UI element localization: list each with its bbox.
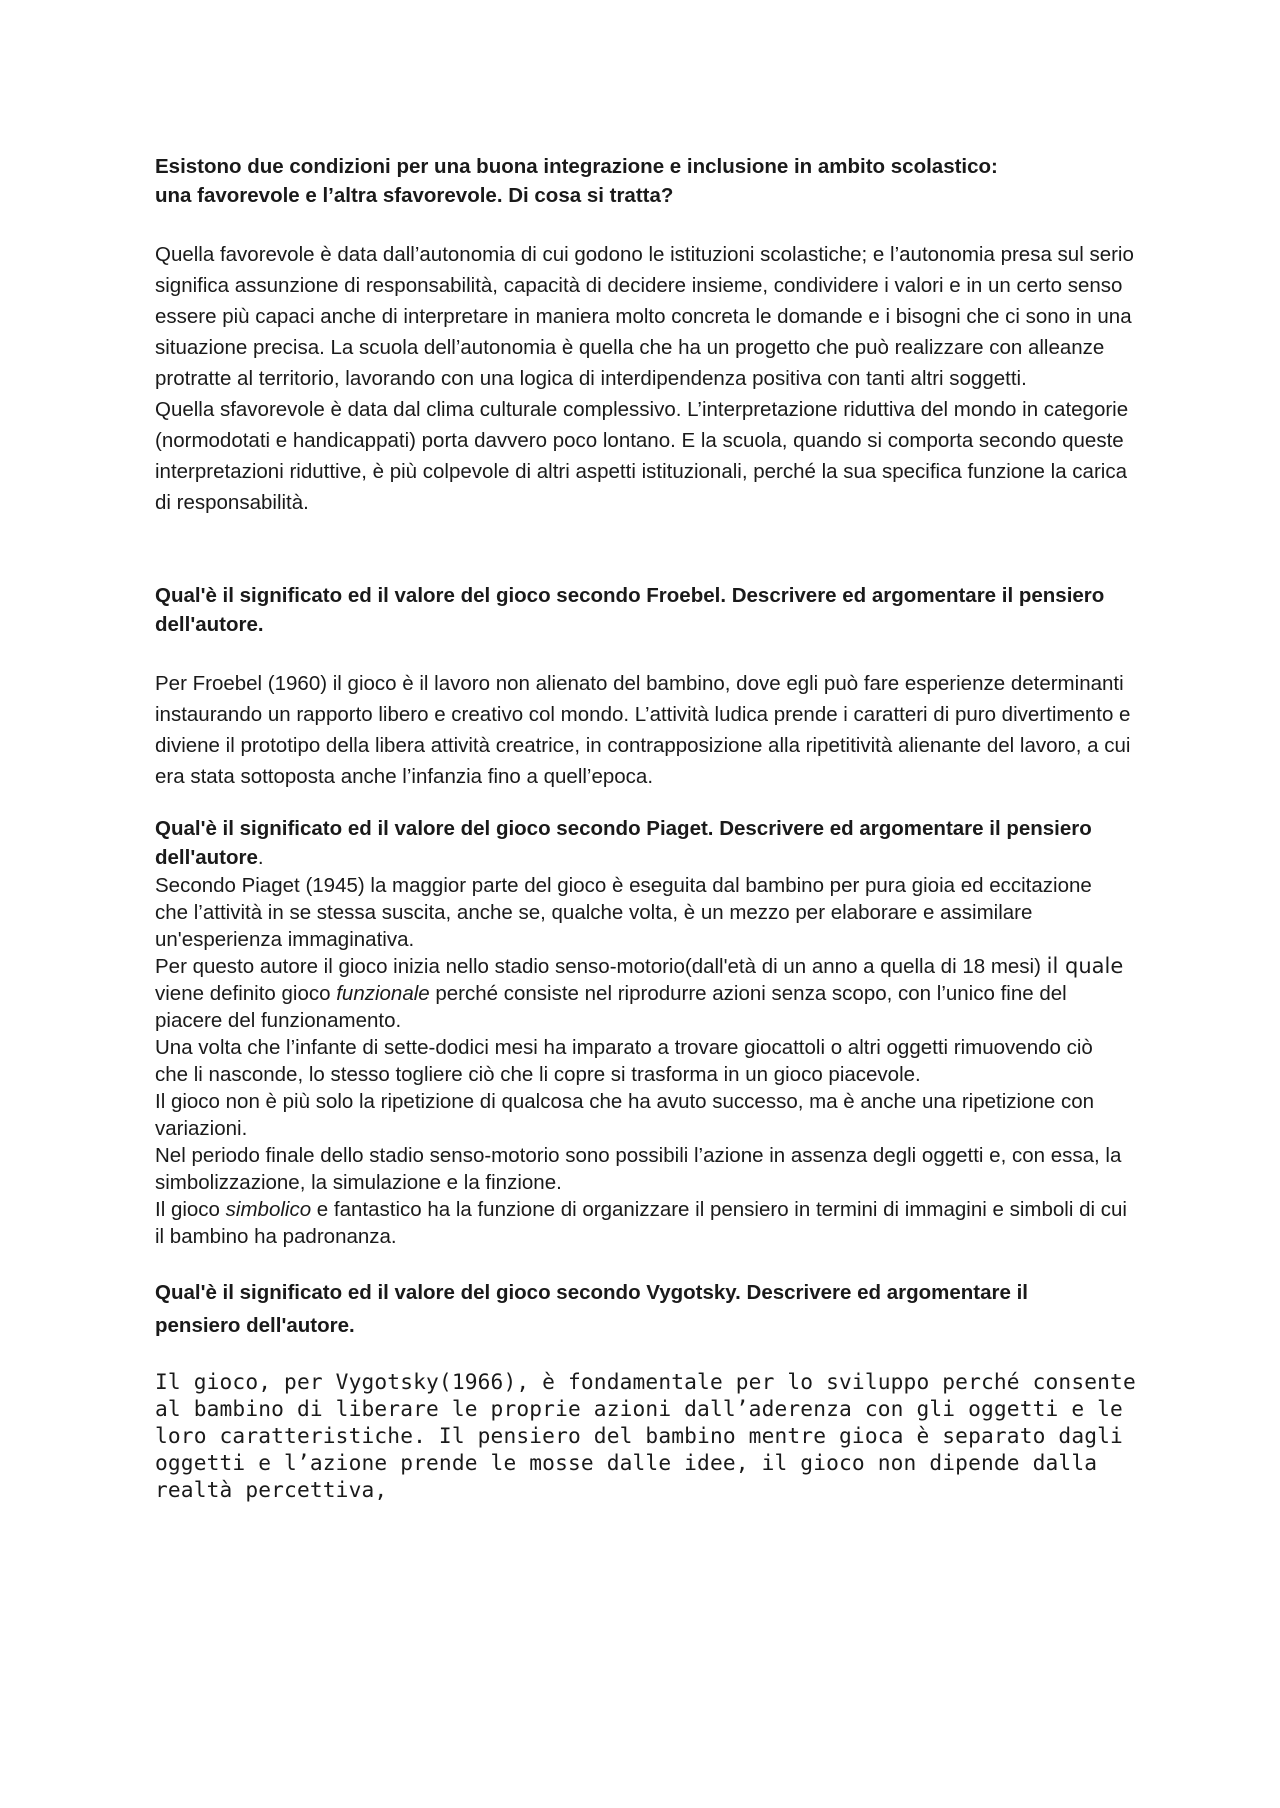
answer-piaget-p3: Una volta che l’infante di sette-dodici mesi ha imparato a trovare giocattoli o altri oggetti rimuovendo ciò che li nasconde, lo stesso togliere ciò che li copre si trasforma in un gioco piacevole. [155, 1036, 1093, 1086]
question-piaget-text: Qual'è il significato ed il valore del gioco secondo Piaget. Descrivere ed argomentare il pensiero dell'autore [155, 817, 1092, 869]
answer-piaget-p4: Il gioco non è più solo la ripetizione di qualcosa che ha avuto successo, ma è anche una ripetizione con variazioni. [155, 1090, 1095, 1140]
question-piaget-end: . [257, 846, 264, 869]
answer-froebel: Per Froebel (1960) il gioco è il lavoro non alienato del bambino, dove egli può fare esperienze determinanti instaurando un rapporto libero e creativo col mondo. L’attività ludica prende i caratteri di puro divertimento e diviene il prototipo della libera attività creatrice, in contrapposizione alla ripetitività alienante del lavoro, a cui era stata sottoposta anche l’infanzia fino a quell’epoca. [155, 672, 1131, 788]
answer-vygotsky: Il gioco, per Vygotsky(1966), è fondamentale per lo sviluppo perché consente al bambino di liberare le proprie azioni dall’aderenza con gli oggetti e le loro caratteristiche. Il pensiero del bambino mentre gioca è separato dagli oggetti e l’azione prende le mosse dalle idee, il gioco non dipende dalla realtà percettiva, [155, 1369, 1136, 1502]
answer-piaget-p2 [155, 953, 1130, 1034]
question-piaget [155, 814, 1140, 872]
answer-piaget-p2-a: Per questo autore il gioco inizia nello stadio senso-motorio(dall'età di un anno a quella di 18 mesi) [155, 955, 1047, 978]
answer-integrazione-sfavorevole: Quella sfavorevole è data dal clima culturale complessivo. L’interpretazione riduttiva del mondo in categorie (normodotati e handicappati) porta davvero poco lontano. E la scuola, quando si comporta secondo queste interpretazioni riduttive, è più colpevole di altri aspetti istituzionali, perché la sua specifica funzione la carica di responsabilità. [155, 398, 1129, 514]
answer-piaget-p6-a: Il gioco [155, 1198, 226, 1221]
question-vygotsky: Qual'è il significato ed il valore del gioco secondo Vygotsky. Descrivere ed argomentare il pensiero dell'autore. [155, 1281, 1028, 1337]
question-froebel: Qual'è il significato ed il valore del gioco secondo Froebel. Descrivere ed argomentare il pensiero dell'autore. [155, 584, 1105, 636]
answer-piaget-p1: Secondo Piaget (1945) la maggior parte del gioco è eseguita dal bambino per pura gioia ed eccitazione che l’attività in se stessa suscita, anche se, qualche volta, è un mezzo per elaborare e assimilare un'esperienza immaginativa. [155, 874, 1092, 951]
answer-piaget-p6-b: e fantastico ha la funzione di organizzare il pensiero in termini di immagini e simboli di cui il bambino ha padronanza. [155, 1198, 1127, 1248]
answer-piaget-p2-c: perché consiste nel riprodurre azioni senza scopo, con l’unico fine del piacere del funzionamento. [155, 982, 1067, 1032]
answer-piaget-p5: Nel periodo finale dello stadio senso-motorio sono possibili l’azione in assenza degli oggetti e, con essa, la simbolizzazione, la simulazione e la finzione. [155, 1144, 1122, 1194]
answer-integrazione-favorevole: Quella favorevole è data dall’autonomia di cui godono le istituzioni scolastiche; e l’autonomia presa sul serio significa assunzione di responsabilità, capacità di decidere insieme, condividere i valori e in un certo senso essere più capaci anche di interpretare in maniera molto concreta le domande e i bisogni che ci sono in una situazione precisa. La scuola dell’autonomia è quella che ha un progetto che può realizzare con alleanze protratte al territorio, lavorando con una logica di interdipendenza positiva con tanti altri soggetti. [155, 243, 1134, 390]
question-integrazione: Esistono due condizioni per una buona integrazione e inclusione in ambito scolastico: una favorevole e l’altra sfavorevole. Di cosa si tratta? [155, 155, 998, 207]
answer-piaget-p6 [155, 1196, 1130, 1250]
answer-piaget-p2-em: funzionale [336, 982, 430, 1005]
answer-piaget-p2-b: viene definito gioco [155, 982, 337, 1005]
answer-piaget-p6-em: simbolico [225, 1198, 312, 1221]
answer-piaget-p2-il: il quale [1046, 954, 1124, 978]
document-page [155, 152, 1155, 1503]
